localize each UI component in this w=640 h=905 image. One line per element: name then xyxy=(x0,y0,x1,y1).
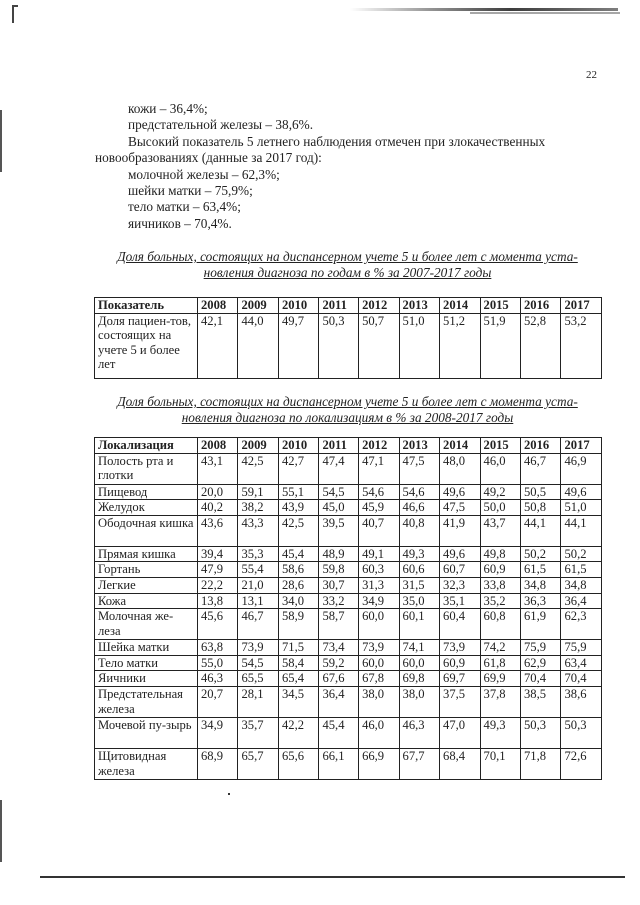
value-cell: 47,5 xyxy=(440,500,480,516)
value-cell: 49,2 xyxy=(480,484,520,500)
text-line: молочной железы – 62,3%; xyxy=(128,166,280,182)
row-label: Прямая кишка xyxy=(95,546,198,562)
value-cell: 47,0 xyxy=(440,717,480,748)
row-label: Мочевой пу-зырь xyxy=(95,717,198,748)
header-cell: 2013 xyxy=(399,438,439,454)
value-cell: 70,4 xyxy=(521,671,561,687)
table-row xyxy=(95,484,602,500)
value-cell: 50,7 xyxy=(359,313,399,378)
value-cell: 59,8 xyxy=(319,562,359,578)
text-line: предстательной железы – 38,6%. xyxy=(128,117,314,133)
value-cell: 60,9 xyxy=(480,562,520,578)
value-cell: 69,8 xyxy=(399,671,439,687)
value-cell: 54,6 xyxy=(399,484,439,500)
row-label: Кожа xyxy=(95,593,198,609)
value-cell: 49,1 xyxy=(359,546,399,562)
value-cell: 67,6 xyxy=(319,671,359,687)
value-cell: 70,4 xyxy=(561,671,602,687)
value-cell: 54,5 xyxy=(319,484,359,500)
value-cell: 54,5 xyxy=(238,655,278,671)
value-cell: 21,0 xyxy=(238,577,278,593)
value-cell: 36,3 xyxy=(521,593,561,609)
value-cell: 28,6 xyxy=(278,577,318,593)
value-cell: 36,4 xyxy=(319,686,359,717)
table-header-row xyxy=(95,298,602,314)
value-cell: 51,0 xyxy=(399,313,439,378)
value-cell: 60,6 xyxy=(399,562,439,578)
table2-title-line: Доля больных, состоящих на диспансерном учете 5 и более лет с момента уста- xyxy=(117,394,578,409)
value-cell: 73,9 xyxy=(440,640,480,656)
scan-bottom-line xyxy=(40,876,625,878)
text-line: кожи – 36,4%; xyxy=(128,101,208,116)
page-number: 22 xyxy=(586,69,597,81)
table1-title-line: Доля больных, состоящих на диспансерном учете 5 и более лет с момента уста- xyxy=(117,249,578,264)
value-cell: 37,8 xyxy=(480,686,520,717)
value-cell: 74,2 xyxy=(480,640,520,656)
value-cell: 50,2 xyxy=(521,546,561,562)
header-cell: 2014 xyxy=(440,298,480,314)
value-cell: 20,0 xyxy=(198,484,238,500)
table-row xyxy=(95,453,602,484)
row-label: Полость рта и глотки xyxy=(95,453,198,484)
header-cell: Показатель xyxy=(95,298,198,314)
header-cell: 2015 xyxy=(480,438,520,454)
table-row xyxy=(95,609,602,640)
header-cell: 2016 xyxy=(521,298,561,314)
value-cell: 49,6 xyxy=(440,546,480,562)
header-cell: 2008 xyxy=(198,298,238,314)
value-cell: 51,9 xyxy=(480,313,520,378)
value-cell: 65,5 xyxy=(238,671,278,687)
value-cell: 60,0 xyxy=(399,655,439,671)
value-cell: 38,0 xyxy=(359,686,399,717)
value-cell: 65,4 xyxy=(278,671,318,687)
value-cell: 32,3 xyxy=(440,577,480,593)
table-body xyxy=(95,453,602,779)
header-cell: Локализация xyxy=(95,438,198,454)
value-cell: 55,1 xyxy=(278,484,318,500)
header-cell: 2008 xyxy=(198,438,238,454)
row-label: Молочная же-леза xyxy=(95,609,198,640)
value-cell: 46,0 xyxy=(359,717,399,748)
value-cell: 42,1 xyxy=(198,313,238,378)
table-row xyxy=(95,500,602,516)
value-cell: 46,3 xyxy=(399,717,439,748)
body-text xyxy=(95,101,600,232)
value-cell: 46,0 xyxy=(480,453,520,484)
table-row xyxy=(95,313,602,378)
value-cell: 43,6 xyxy=(198,515,238,546)
value-cell: 71,5 xyxy=(278,640,318,656)
scan-dot xyxy=(228,793,230,795)
header-cell: 2014 xyxy=(440,438,480,454)
value-cell: 58,4 xyxy=(278,655,318,671)
table-row xyxy=(95,562,602,578)
table-row xyxy=(95,640,602,656)
value-cell: 73,9 xyxy=(359,640,399,656)
scan-side-mark xyxy=(0,110,2,172)
value-cell: 33,8 xyxy=(480,577,520,593)
row-label: Яичники xyxy=(95,671,198,687)
value-cell: 75,9 xyxy=(561,640,602,656)
table-row xyxy=(95,515,602,546)
table-row xyxy=(95,671,602,687)
value-cell: 67,8 xyxy=(359,671,399,687)
text-line: новообразованиях (данные за 2017 год): xyxy=(95,150,322,166)
value-cell: 60,9 xyxy=(440,655,480,671)
value-cell: 35,0 xyxy=(399,593,439,609)
value-cell: 50,5 xyxy=(521,484,561,500)
value-cell: 47,1 xyxy=(359,453,399,484)
value-cell: 33,2 xyxy=(319,593,359,609)
value-cell: 35,7 xyxy=(238,717,278,748)
value-cell: 49,7 xyxy=(278,313,318,378)
header-cell: 2009 xyxy=(238,298,278,314)
value-cell: 42,5 xyxy=(238,453,278,484)
value-cell: 34,9 xyxy=(359,593,399,609)
value-cell: 50,3 xyxy=(521,717,561,748)
value-cell: 61,5 xyxy=(561,562,602,578)
value-cell: 66,9 xyxy=(359,748,399,779)
value-cell: 47,4 xyxy=(319,453,359,484)
text-line: Высокий показатель 5 летнего наблюдения отмечен при злокачественных xyxy=(128,133,546,149)
table-row xyxy=(95,593,602,609)
table-row xyxy=(95,655,602,671)
value-cell: 43,7 xyxy=(480,515,520,546)
value-cell: 43,3 xyxy=(238,515,278,546)
value-cell: 70,1 xyxy=(480,748,520,779)
value-cell: 67,7 xyxy=(399,748,439,779)
value-cell: 36,4 xyxy=(561,593,602,609)
row-label: Щитовидная железа xyxy=(95,748,198,779)
table2-title xyxy=(95,394,600,426)
value-cell: 34,9 xyxy=(198,717,238,748)
value-cell: 55,0 xyxy=(198,655,238,671)
value-cell: 41,9 xyxy=(440,515,480,546)
value-cell: 13,8 xyxy=(198,593,238,609)
value-cell: 38,2 xyxy=(238,500,278,516)
value-cell: 45,0 xyxy=(319,500,359,516)
value-cell: 60,3 xyxy=(359,562,399,578)
value-cell: 34,5 xyxy=(278,686,318,717)
scan-artifact-top-2 xyxy=(470,12,620,14)
table-row xyxy=(95,546,602,562)
header-cell: 2012 xyxy=(359,438,399,454)
value-cell: 42,5 xyxy=(278,515,318,546)
table-header-row xyxy=(95,438,602,454)
header-cell: 2011 xyxy=(319,438,359,454)
value-cell: 44,1 xyxy=(521,515,561,546)
value-cell: 35,3 xyxy=(238,546,278,562)
table-row xyxy=(95,686,602,717)
value-cell: 54,6 xyxy=(359,484,399,500)
value-cell: 51,2 xyxy=(440,313,480,378)
scan-side-mark-2 xyxy=(0,800,2,862)
scan-corner-mark xyxy=(12,5,14,23)
value-cell: 50,0 xyxy=(480,500,520,516)
value-cell: 42,7 xyxy=(278,453,318,484)
value-cell: 28,1 xyxy=(238,686,278,717)
table-row xyxy=(95,577,602,593)
value-cell: 65,7 xyxy=(238,748,278,779)
value-cell: 75,9 xyxy=(521,640,561,656)
value-cell: 34,8 xyxy=(521,577,561,593)
value-cell: 48,9 xyxy=(319,546,359,562)
value-cell: 72,6 xyxy=(561,748,602,779)
value-cell: 60,4 xyxy=(440,609,480,640)
value-cell: 69,9 xyxy=(480,671,520,687)
table1-title xyxy=(95,249,600,281)
value-cell: 61,5 xyxy=(521,562,561,578)
scan-corner-mark-2 xyxy=(12,5,18,7)
header-cell: 2017 xyxy=(561,438,602,454)
value-cell: 63,4 xyxy=(561,655,602,671)
value-cell: 45,4 xyxy=(319,717,359,748)
value-cell: 22,2 xyxy=(198,577,238,593)
row-label: Легкие xyxy=(95,577,198,593)
value-cell: 38,0 xyxy=(399,686,439,717)
value-cell: 44,1 xyxy=(561,515,602,546)
value-cell: 58,6 xyxy=(278,562,318,578)
value-cell: 39,4 xyxy=(198,546,238,562)
header-cell: 2012 xyxy=(359,298,399,314)
value-cell: 46,3 xyxy=(198,671,238,687)
value-cell: 37,5 xyxy=(440,686,480,717)
value-cell: 60,7 xyxy=(440,562,480,578)
value-cell: 53,2 xyxy=(561,313,602,378)
value-cell: 60,8 xyxy=(480,609,520,640)
value-cell: 42,2 xyxy=(278,717,318,748)
value-cell: 61,9 xyxy=(521,609,561,640)
value-cell: 43,9 xyxy=(278,500,318,516)
value-cell: 50,3 xyxy=(319,313,359,378)
value-cell: 43,1 xyxy=(198,453,238,484)
header-cell: 2010 xyxy=(278,438,318,454)
table-row xyxy=(95,717,602,748)
value-cell: 49,6 xyxy=(561,484,602,500)
value-cell: 61,8 xyxy=(480,655,520,671)
value-cell: 62,9 xyxy=(521,655,561,671)
value-cell: 68,4 xyxy=(440,748,480,779)
value-cell: 38,6 xyxy=(561,686,602,717)
value-cell: 45,9 xyxy=(359,500,399,516)
value-cell: 46,9 xyxy=(561,453,602,484)
header-cell: 2009 xyxy=(238,438,278,454)
header-cell: 2010 xyxy=(278,298,318,314)
value-cell: 58,9 xyxy=(278,609,318,640)
header-cell: 2011 xyxy=(319,298,359,314)
scan-artifact-top xyxy=(350,8,618,11)
header-cell: 2017 xyxy=(561,298,602,314)
value-cell: 73,9 xyxy=(238,640,278,656)
value-cell: 68,9 xyxy=(198,748,238,779)
value-cell: 55,4 xyxy=(238,562,278,578)
value-cell: 30,7 xyxy=(319,577,359,593)
value-cell: 60,1 xyxy=(399,609,439,640)
value-cell: 63,8 xyxy=(198,640,238,656)
value-cell: 46,7 xyxy=(238,609,278,640)
value-cell: 66,1 xyxy=(319,748,359,779)
text-line: яичников – 70,4%. xyxy=(128,215,232,231)
value-cell: 74,1 xyxy=(399,640,439,656)
value-cell: 49,3 xyxy=(399,546,439,562)
text-line: шейки матки – 75,9%; xyxy=(128,183,253,199)
value-cell: 46,7 xyxy=(521,453,561,484)
header-cell: 2013 xyxy=(399,298,439,314)
value-cell: 31,3 xyxy=(359,577,399,593)
value-cell: 60,0 xyxy=(359,655,399,671)
row-label: Ободочная кишка xyxy=(95,515,198,546)
value-cell: 45,4 xyxy=(278,546,318,562)
value-cell: 34,0 xyxy=(278,593,318,609)
row-label: Гортань xyxy=(95,562,198,578)
value-cell: 40,2 xyxy=(198,500,238,516)
value-cell: 40,8 xyxy=(399,515,439,546)
value-cell: 49,3 xyxy=(480,717,520,748)
value-cell: 47,9 xyxy=(198,562,238,578)
value-cell: 39,5 xyxy=(319,515,359,546)
value-cell: 62,3 xyxy=(561,609,602,640)
row-label: Желудок xyxy=(95,500,198,516)
row-label: Пищевод xyxy=(95,484,198,500)
value-cell: 46,6 xyxy=(399,500,439,516)
value-cell: 38,5 xyxy=(521,686,561,717)
table-by-localization xyxy=(94,437,602,780)
value-cell: 59,2 xyxy=(319,655,359,671)
header-cell: 2015 xyxy=(480,298,520,314)
value-cell: 45,6 xyxy=(198,609,238,640)
value-cell: 49,8 xyxy=(480,546,520,562)
table-by-year xyxy=(94,297,602,379)
row-label: Доля пациен-тов, состоящих на учете 5 и более лет xyxy=(95,313,198,378)
row-label: Предстательная железа xyxy=(95,686,198,717)
value-cell: 49,6 xyxy=(440,484,480,500)
value-cell: 47,5 xyxy=(399,453,439,484)
value-cell: 52,8 xyxy=(521,313,561,378)
header-cell: 2016 xyxy=(521,438,561,454)
row-label: Шейка матки xyxy=(95,640,198,656)
value-cell: 34,8 xyxy=(561,577,602,593)
value-cell: 44,0 xyxy=(238,313,278,378)
table-row xyxy=(95,748,602,779)
value-cell: 69,7 xyxy=(440,671,480,687)
table2-title-line: новления диагноза по локализациям в % за 2008-2017 годы xyxy=(181,410,514,425)
value-cell: 20,7 xyxy=(198,686,238,717)
value-cell: 13,1 xyxy=(238,593,278,609)
value-cell: 59,1 xyxy=(238,484,278,500)
value-cell: 71,8 xyxy=(521,748,561,779)
value-cell: 50,8 xyxy=(521,500,561,516)
value-cell: 48,0 xyxy=(440,453,480,484)
row-label: Тело матки xyxy=(95,655,198,671)
value-cell: 58,7 xyxy=(319,609,359,640)
value-cell: 51,0 xyxy=(561,500,602,516)
value-cell: 60,0 xyxy=(359,609,399,640)
value-cell: 40,7 xyxy=(359,515,399,546)
table1-title-line: новления диагноза по годам в % за 2007-2017 годы xyxy=(203,265,492,280)
value-cell: 35,2 xyxy=(480,593,520,609)
value-cell: 31,5 xyxy=(399,577,439,593)
value-cell: 50,3 xyxy=(561,717,602,748)
value-cell: 73,4 xyxy=(319,640,359,656)
value-cell: 65,6 xyxy=(278,748,318,779)
value-cell: 35,1 xyxy=(440,593,480,609)
value-cell: 50,2 xyxy=(561,546,602,562)
text-line: тело матки – 63,4%; xyxy=(128,199,241,215)
